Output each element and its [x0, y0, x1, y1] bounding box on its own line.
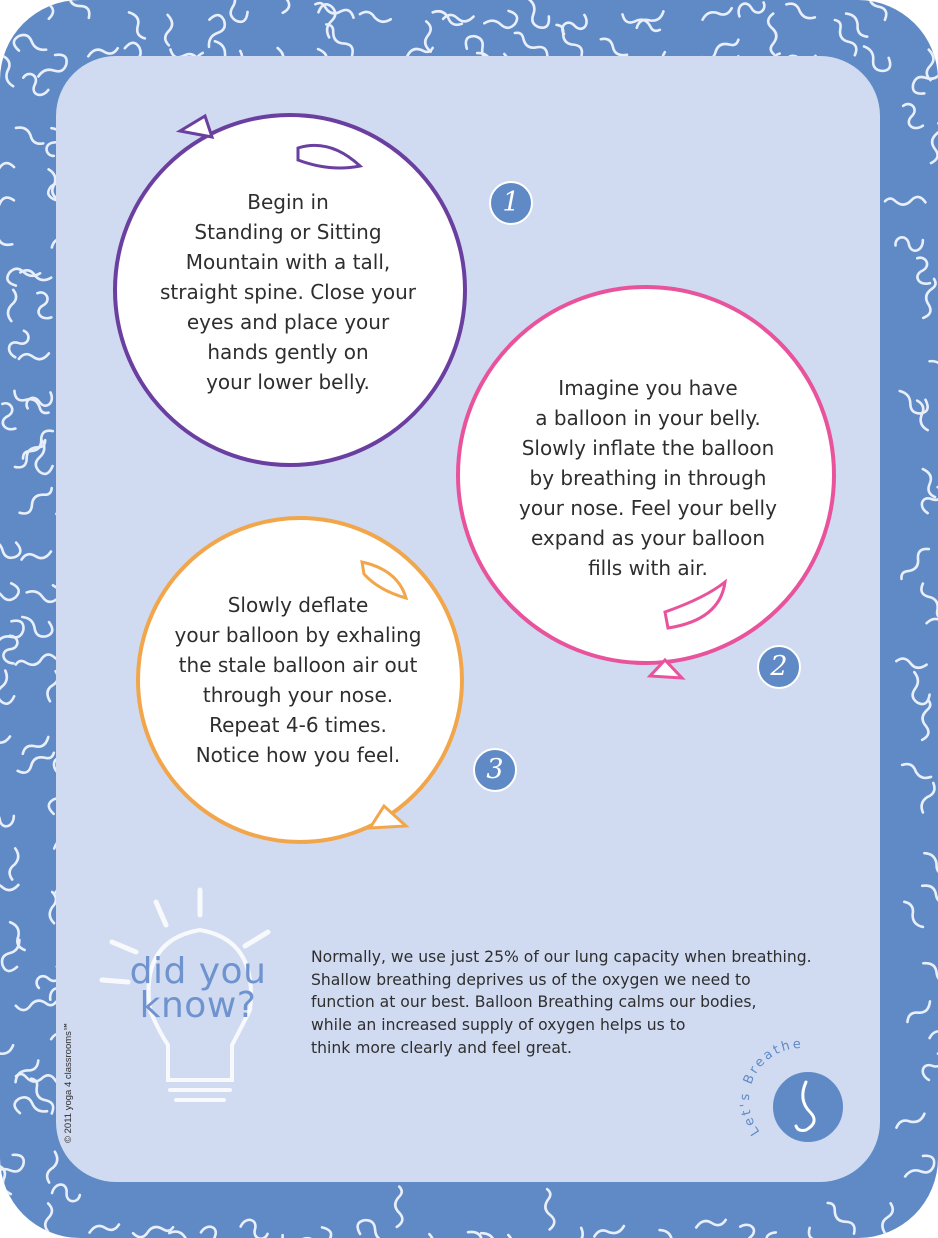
balloon-1-knot [180, 116, 212, 137]
fact-line: while an increased supply of oxygen helps us to [311, 1016, 686, 1035]
step-1-line: straight spine. Close your [159, 280, 417, 304]
did-you-know-line-2: know? [139, 985, 257, 1026]
step-3-line: the stale balloon air out [178, 653, 418, 677]
step-1-text [128, 187, 448, 397]
step-2-line: by breathing in through [529, 466, 767, 490]
copyright-notice: © 2011 yoga 4 classrooms℠ [63, 1021, 74, 1143]
step-1-line: your lower belly. [206, 370, 370, 394]
fact-line: think more clearly and feel great. [311, 1038, 572, 1057]
step-2-number: 2 [757, 645, 801, 689]
step-1-line: hands gently on [207, 340, 369, 364]
step-3-line: Notice how you feel. [195, 743, 401, 767]
step-1-number: 1 [489, 181, 533, 225]
did-you-know-line-1: did you [129, 951, 267, 992]
step-2-line: Slowly inflate the balloon [521, 436, 775, 460]
step-1-line: Mountain with a tall, [185, 250, 391, 274]
step-2-line: expand as your balloon [530, 526, 766, 550]
step-3-text [138, 590, 458, 770]
did-you-know-heading [118, 951, 278, 1026]
fact-paragraph [311, 946, 831, 1060]
step-1-line: Standing or Sitting [194, 220, 382, 244]
step-2-line: your nose. Feel your belly [519, 496, 777, 520]
step-2-line: Imagine you have [558, 376, 738, 400]
step-2-line: a balloon in your belly. [535, 406, 761, 430]
step-3-line: your balloon by exhaling [174, 623, 422, 647]
step-3-line: through your nose. [202, 683, 394, 707]
step-2-line: fills with air. [588, 556, 708, 580]
fact-line: function at our best. Balloon Breathing calms our bodies, [311, 993, 757, 1012]
step-2-text [488, 373, 808, 583]
fact-line: Normally, we use just 25% of our lung capacity when breathing. [311, 948, 812, 966]
step-1-line: Begin in [247, 190, 329, 214]
fact-line: Shallow breathing deprives us of the oxygen we need to [311, 970, 751, 989]
logo-text: Let's Breathe [737, 1036, 804, 1139]
step-3-number: 3 [473, 748, 517, 792]
step-3-line: Repeat 4-6 times. [209, 713, 387, 737]
step-1-line: eyes and place your [186, 310, 390, 334]
step-3-line: Slowly deflate [227, 593, 369, 617]
